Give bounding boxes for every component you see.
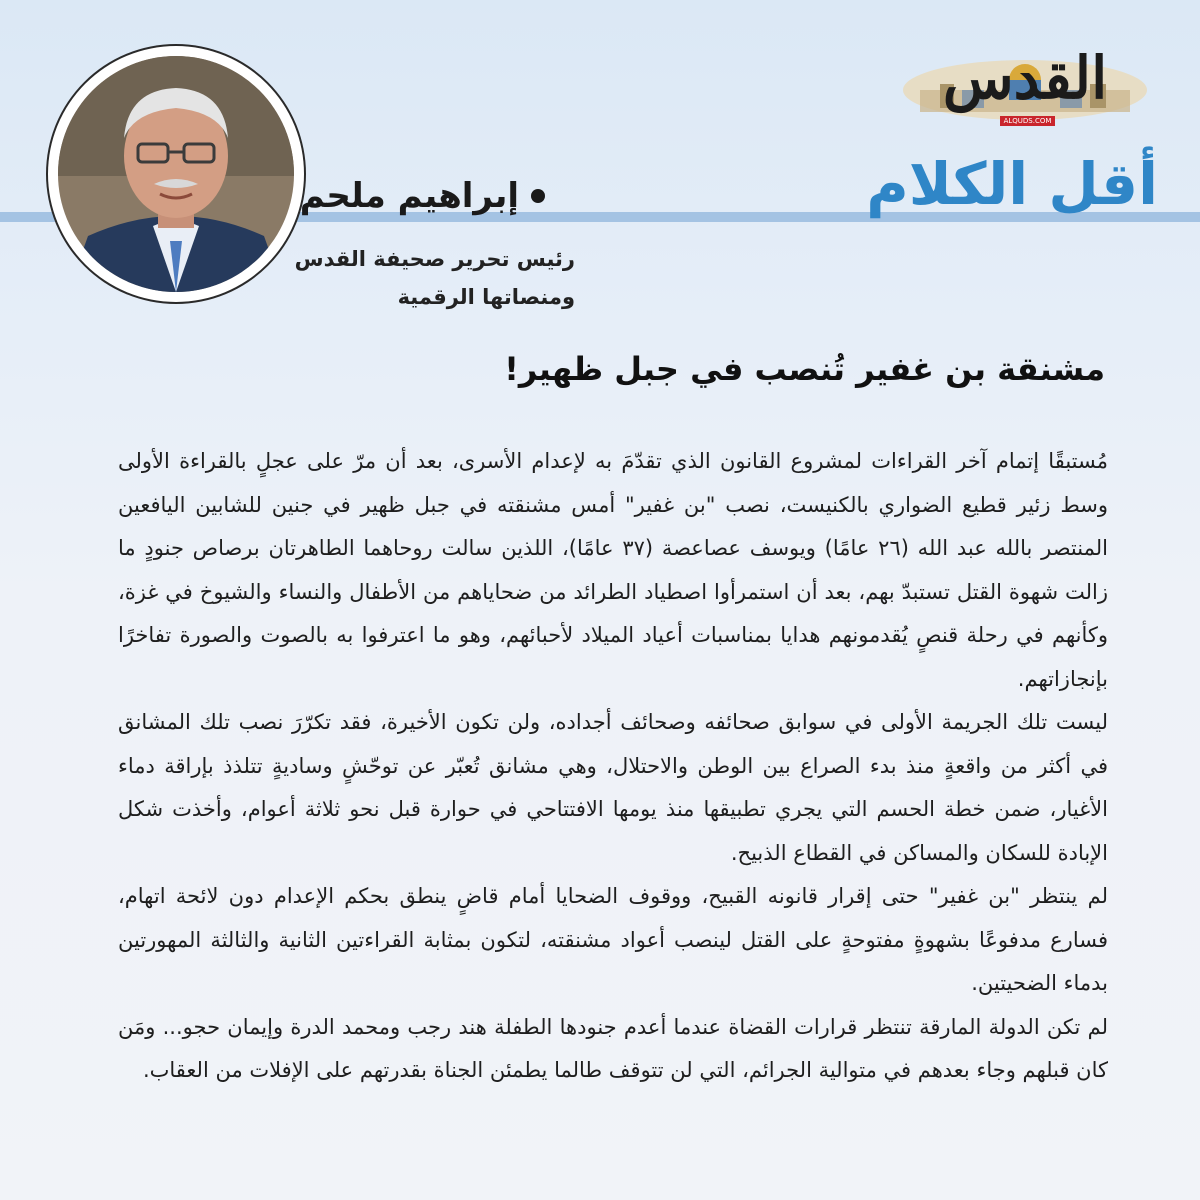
author-portrait-icon (58, 56, 294, 292)
author-name-row (300, 176, 545, 216)
author-role (295, 240, 575, 316)
bullet-icon (531, 189, 545, 203)
article-paragraph: مُستبقًا إتمام آخر القراءات لمشروع القانون الذي تقدّمَ به لإعدام الأسرى، بعد أن مرّ على عجلٍ بالقراءة الأولى وسط زئير قطيع الضواري بالكنيست، نصب "بن غفير" أمس مشنقته في جبل ظهير في جنين للشابين اليافعين المنتصر بالله عبد الله (٢٦ عامًا) ويوسف عصاعصة (٣٧ عامًا)، اللذين سالت روحاهما الطاهرتان برصاص جنودٍ ما زالت شهوة القتل تستبدّ بهم، بعد أن استمرأوا اصطياد الطرائد من ضحاياهم من الأطفال والنساء والشيوخ في غزة، وكأنهم في رحلة قنصٍ يُقدمونهم هدايا بمناسبات أعياد الميلاد لأحبائهم، وهو ما اعترفوا به بالصوت والصورة تفاخرًا بإنجازاتهم. (118, 449, 1108, 691)
logo-text: القدس (942, 44, 1108, 112)
newspaper-logo (900, 40, 1150, 130)
column-title: أقل الكلام (866, 150, 1158, 218)
author-role-line2: ومنصاتها الرقمية (397, 285, 575, 309)
author-role-line1: رئيس تحرير صحيفة القدس (294, 247, 575, 271)
author-avatar (48, 46, 304, 302)
article-paragraph: ليست تلك الجريمة الأولى في سوابق صحائفه وصحائف أجداده، ولن تكون الأخيرة، فقد تكرّرَ نصب تلك المشانق في أكثر من واقعةٍ منذ بدء الصراع بين الوطن والاحتلال، وهي مشانق تُعبّر عن توحّشٍ وساديةٍ تتلذذ بإراقة دماء الأغيار، ضمن خطة الحسم التي يجري تطبيقها منذ يومها الافتتاحي في حوارة قبل نحو ثلاثة أعوام، وأخذت شكل الإبادة للسكان والمساكن في القطاع الذبيح. (118, 710, 1108, 865)
article-headline: مشنقة بن غفير تُنصب في جبل ظهير! (504, 350, 1105, 388)
article-paragraph: لم ينتظر "بن غفير" حتى إقرار قانونه القبيح، ووقوف الضحايا أمام قاضٍ ينطق بحكم الإعدام دون لائحة اتهام، فسارع مدفوعًا بشهوةٍ مفتوحةٍ على القتل لينصب أعواد مشنقته، لتكون بمثابة القراءتين الثانية والثالثة المهورتين بدماء الضحيتين. (118, 884, 1108, 995)
logo-domain: ALQUDS.COM (1000, 116, 1055, 126)
article-paragraph: لم تكن الدولة المارقة تنتظر قرارات القضاة عندما أعدم جنودها الطفلة هند رجب ومحمد الدرة وإيمان حجو... ومَن كان قبلهم وجاء بعدهم في متوالية الجرائم، التي لن تتوقف طالما يطمئن الجناة بقدرتهم على الإفلات من العقاب. (118, 1014, 1108, 1082)
author-name: إبراهيم ملحم (299, 176, 519, 216)
article-body (118, 440, 1108, 1093)
